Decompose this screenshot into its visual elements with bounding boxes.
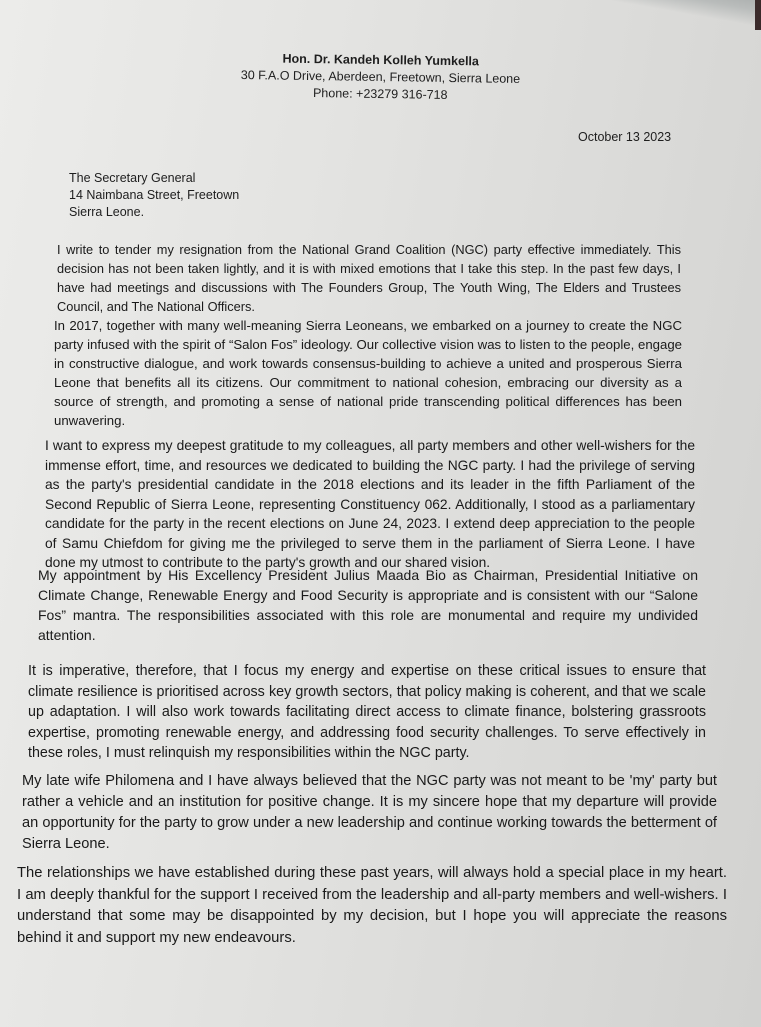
recipient-line: Sierra Leone. [69, 205, 145, 219]
sender-phone: Phone: +23279 316-718 [312, 86, 448, 102]
recipient-line: The Secretary General [69, 171, 196, 185]
recipient-address [69, 170, 239, 221]
body-paragraph: In 2017, together with many well-meaning Sierra Leoneans, we embarked on a journey to create the NGC party infused with the spirit of “Salon Fos” ideology. Our collective vision was to listen to the people, engage in constructive dialogue, and work towards consensus-building to achieve a united and prosperous Sierra Leone that benefits all its citizens. Our commitment to national cohesion, embracing our diversity as a source of strength, and promoting a sense of national pride transcending political differences has been unwavering. [54, 318, 682, 428]
body-paragraph: I want to express my deepest gratitude to my colleagues, all party members and other well-wishers for the immense effort, time, and resources we dedicated to building the NGC party. I had the privilege of serving as the party's presidential candidate in the 2018 elections and its leader in the fifth Parliament of the Second Republic of Sierra Leone, representing Constituency 062. Additionally, I stood as a parliamentary candidate for the party in the recent elections on June 24, 2023. I extend deep appreciation to the people of Samu Chiefdom for giving me the privileged to serve them in the parliament of Sierra Leone. I have done my utmost to contribute to the party's growth and our shared vision. [45, 438, 695, 570]
body-paragraph: I write to tender my resignation from the National Grand Coalition (NGC) party effective immediately. This decision has not been taken lightly, and it is with mixed emotions that I take this step. In the past few days, I have had meetings and discussions with The Founders Group, The Youth Wing, The Elders and Trustees Council, and The National Officers. [57, 242, 681, 314]
recipient-line: 14 Naimbana Street, Freetown [69, 188, 240, 202]
body-paragraph: My late wife Philomena and I have always believed that the NGC party was not meant to be 'my' party but rather a vehicle and an institution for positive change. It is my sincere hope that my departure will provide an opportunity for the party to grow under a new leadership and continue working towards the betterment of Sierra Leone. [22, 773, 717, 852]
letter-date: October 13 2023 [578, 130, 672, 144]
paper-edge [755, 0, 761, 30]
letterhead [0, 47, 761, 109]
body-paragraph: My appointment by His Excellency President Julius Maada Bio as Chairman, Presidential Initiative on Climate Change, Renewable Energy and Food Security is appropriate and is consistent with our “Salone Fos” mantra. The responsibilities associated with this role are monumental and require my undivided attention. [38, 567, 698, 643]
body-paragraph: The relationships we have established during these past years, will always hold a special place in my heart. I am deeply thankful for the support I received from the leadership and all-party members and well-wishers. I understand that some may be disappointed by my decision, but I hope you will appreciate the reasons behind it and support my new endeavours. [17, 865, 727, 946]
paper-shadow [479, 0, 761, 29]
sender-address: 30 F.A.O Drive, Aberdeen, Freetown, Sierra Leone [240, 68, 521, 86]
body-paragraph: It is imperative, therefore, that I focus my energy and expertise on these critical issues to ensure that climate resilience is prioritised across key growth sectors, that policy making is coherent, and that we scale up adaptation. I will also work towards facilitating direct access to climate finance, bolstering grassroots expertise, promoting renewable energy, and addressing food security challenges. To serve effectively in these roles, I must relinquish my responsibilities within the NGC party. [28, 663, 706, 761]
sender-name: Hon. Dr. Kandeh Kolleh Yumkella [282, 51, 480, 69]
